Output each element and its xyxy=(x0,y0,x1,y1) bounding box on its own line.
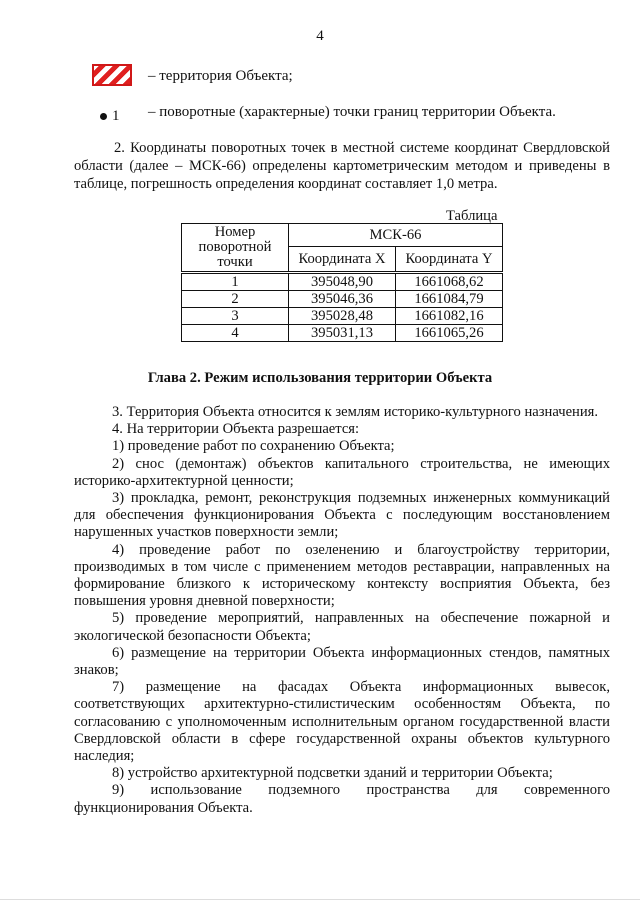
header-point-number: Номер поворотной точки xyxy=(182,224,289,273)
table-caption: Таблица xyxy=(446,208,498,224)
list-item: 2) снос (демонтаж) объектов капитального строительства, не имеющих историко-архитектурной ценности; xyxy=(74,455,610,489)
table-cell-y: 1661084,79 xyxy=(396,291,503,308)
table-cell-y: 1661065,26 xyxy=(396,325,503,342)
table-cell-x: 395046,36 xyxy=(289,291,396,308)
paragraph: 3. Территория Объекта относится к землям историко-культурного назначения. xyxy=(112,404,599,420)
list-item: 7) размещение на фасадах Объекта информационных вывесок, соответствующих архитектурно-стилистическим особенностям Объекта, по согласованию с уполномоченным исполнительным органом государственной власти Свердловской области в сфере государственной охраны объектов культурного наследия; xyxy=(74,679,610,765)
table-cell-n: 1 xyxy=(182,273,289,291)
list-item: 8) устройство архитектурной подсветки зданий и территории Объекта; xyxy=(112,765,553,782)
paragraph: 4. На территории Объекта разрешается: xyxy=(112,421,360,438)
turning-point-symbol xyxy=(100,108,120,125)
table-cell-x: 395028,48 xyxy=(289,308,396,325)
list-item: 3) прокладка, ремонт, реконструкция подземных инженерных коммуникаций для обеспечения функционирования Объекта с последующим восстановлением нарушенных участков поверхности земли; xyxy=(74,490,610,541)
header-msk66: МСК-66 xyxy=(289,224,503,247)
list-item: 1) проведение работ по сохранению Объекта; xyxy=(112,438,395,455)
hatched-territory-symbol-icon xyxy=(92,64,132,86)
list-item: 9) использование подземного пространства для современного функционирования Объекта. xyxy=(74,782,610,816)
header-coord-y: Координата Y xyxy=(396,247,503,273)
table-cell-n: 2 xyxy=(182,291,289,308)
coordinates-table xyxy=(181,223,503,342)
header-coord-x: Координата X xyxy=(289,247,396,273)
legend-points-text: – поворотные (характерные) точки границ территории Объекта. xyxy=(148,104,556,120)
page-bottom-edge xyxy=(0,899,640,900)
page-number: 4 xyxy=(316,28,324,44)
table-cell-n: 3 xyxy=(182,308,289,325)
table-cell-y: 1661068,62 xyxy=(396,273,503,291)
list-item: 6) размещение на территории Объекта информационных стендов, памятных знаков; xyxy=(74,644,610,679)
table-cell-y: 1661082,16 xyxy=(396,308,503,325)
table-cell-x: 395031,13 xyxy=(289,325,396,342)
paragraph-2: 2. Координаты поворотных точек в местной системе координат Свердловской области (далее – МСК-66) определены картометрическим методом и приведены в таблице, погрешность определения координат составляет 1,0 метра. xyxy=(74,140,610,192)
table-cell-n: 4 xyxy=(182,325,289,342)
point-dot-icon xyxy=(100,113,107,120)
chapter-body xyxy=(74,404,610,817)
chapter-title: Глава 2. Режим использования территории Объекта xyxy=(147,370,493,386)
table-cell-x: 395048,90 xyxy=(289,273,396,291)
list-item: 5) проведение мероприятий, направленных на обеспечение пожарной и экологической безопасности Объекта; xyxy=(74,610,610,644)
list-item: 4) проведение работ по озеленению и благоустройству территории, производимых в том числе с применением методов реставрации, направленных на формирование близкого к историческому контексту восприятия Объекта, без повышения уровня дневной поверхности; xyxy=(74,541,610,610)
point-symbol-label: 1 xyxy=(112,108,120,124)
legend-territory-text: – территория Объекта; xyxy=(148,68,293,84)
